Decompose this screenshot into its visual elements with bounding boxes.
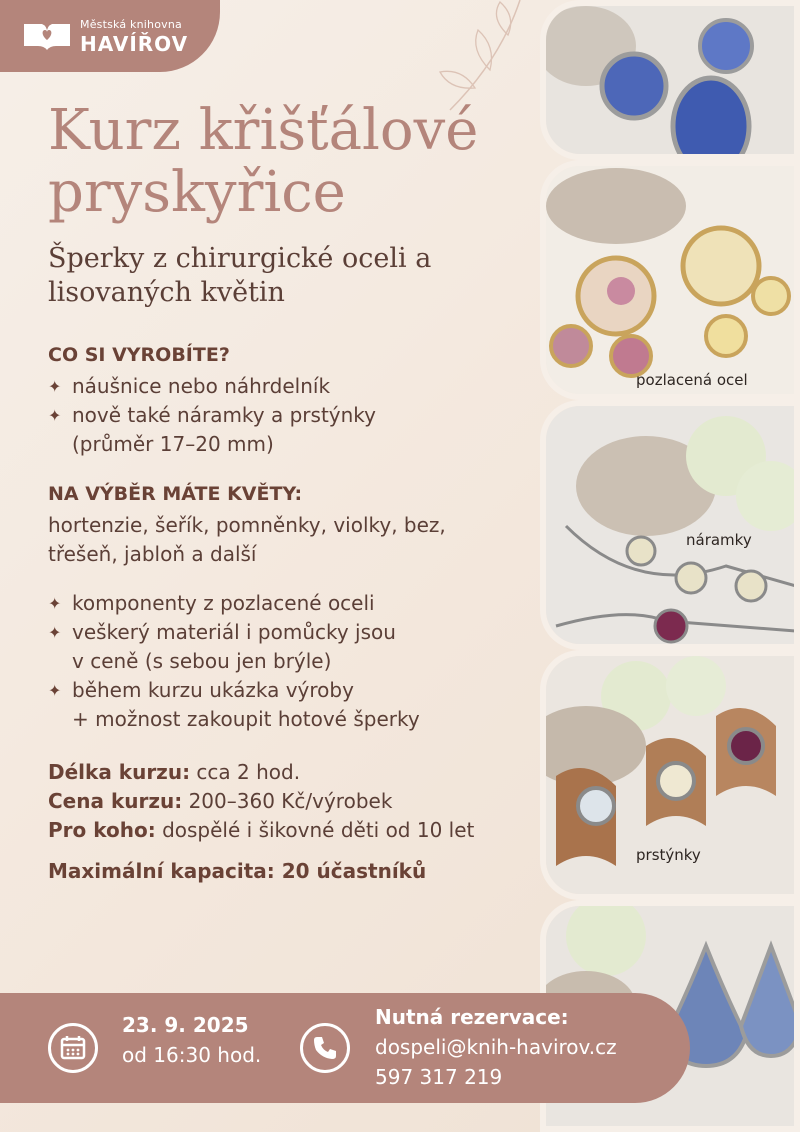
price-label: Cena kurzu: <box>48 789 183 813</box>
photo-rings <box>540 650 800 900</box>
page-title: Kurz křišťálové pryskyřice <box>48 98 479 225</box>
list-item-continuation: + možnost zakoupit hotové šperky <box>72 707 420 731</box>
list-item-text: veškerý materiál i pomůcky jsou <box>72 620 396 644</box>
list-item-text: náušnice nebo náhrdelník <box>72 374 331 398</box>
audience-label: Pro koho: <box>48 818 156 842</box>
duration-label: Délka kurzu: <box>48 760 191 784</box>
list-item <box>48 589 548 618</box>
list-item-text: během kurzu ukázka výroby <box>72 678 354 702</box>
footer-bar <box>0 993 690 1103</box>
sparkle-icon: ✦ <box>48 623 62 642</box>
sparkle-icon: ✦ <box>48 594 62 613</box>
calendar-icon <box>48 1023 98 1073</box>
photo-bracelets <box>540 400 800 650</box>
duration-value: cca 2 hod. <box>196 760 301 784</box>
flowers-text: hortenzie, šeřík, pomněnky, violky, bez, třešeň, jabloň a další <box>48 513 446 566</box>
capacity-row <box>48 857 548 886</box>
phone-icon <box>300 1023 350 1073</box>
reservation-phone[interactable]: 597 317 219 <box>375 1065 503 1089</box>
list-item <box>48 618 548 676</box>
sparkle-icon: ✦ <box>48 681 62 700</box>
audience-row <box>48 816 548 845</box>
sparkle-icon: ✦ <box>48 377 62 396</box>
product-list <box>48 372 548 459</box>
list-item <box>48 372 548 401</box>
jewelry-gallery <box>540 0 800 1132</box>
section-heading-what: CO SI VYROBÍTE? <box>48 344 230 366</box>
photo-gilded-pendants <box>540 160 800 400</box>
audience-value: dospělé i šikovné děti od 10 let <box>162 818 475 842</box>
list-item-continuation: (průměr 17–20 mm) <box>72 432 274 456</box>
brand-subtitle: Městská knihovna <box>80 18 182 31</box>
course-details <box>48 342 548 886</box>
section-heading-flowers: NA VÝBĚR MÁTE KVĚTY: <box>48 483 303 505</box>
photo-earrings-blue <box>540 0 800 160</box>
photo-label-gilded: pozlacená ocel <box>636 371 748 389</box>
book-heart-logo <box>22 20 72 52</box>
reservation-email[interactable]: dospeli@knih-havirov.cz <box>375 1035 617 1059</box>
brand-name: HAVÍŘOV <box>80 32 189 56</box>
page-subtitle: Šperky z chirurgické oceli a lisovaných květin <box>48 243 432 308</box>
photo-label-bracelets: náramky <box>686 531 752 549</box>
sparkle-icon: ✦ <box>48 406 62 425</box>
list-item-text: komponenty z pozlacené oceli <box>72 591 375 615</box>
price-value: 200–360 Kč/výrobek <box>188 789 393 813</box>
capacity-text: Maximální kapacita: 20 účastníků <box>48 859 427 883</box>
list-item-text: nově také náramky a prstýnky <box>72 403 377 427</box>
event-date: 23. 9. 2025 <box>122 1013 249 1037</box>
feature-list <box>48 589 548 734</box>
reservation-label: Nutná rezervace: <box>375 1005 569 1029</box>
photo-label-rings: prstýnky <box>636 846 701 864</box>
list-item <box>48 401 548 459</box>
price-row <box>48 787 548 816</box>
list-item <box>48 676 548 734</box>
event-time: od 16:30 hod. <box>122 1043 262 1067</box>
duration-row <box>48 758 548 787</box>
list-item-continuation: v ceně (s sebou jen brýle) <box>72 649 332 673</box>
library-brand <box>0 0 220 72</box>
course-info <box>48 758 548 886</box>
